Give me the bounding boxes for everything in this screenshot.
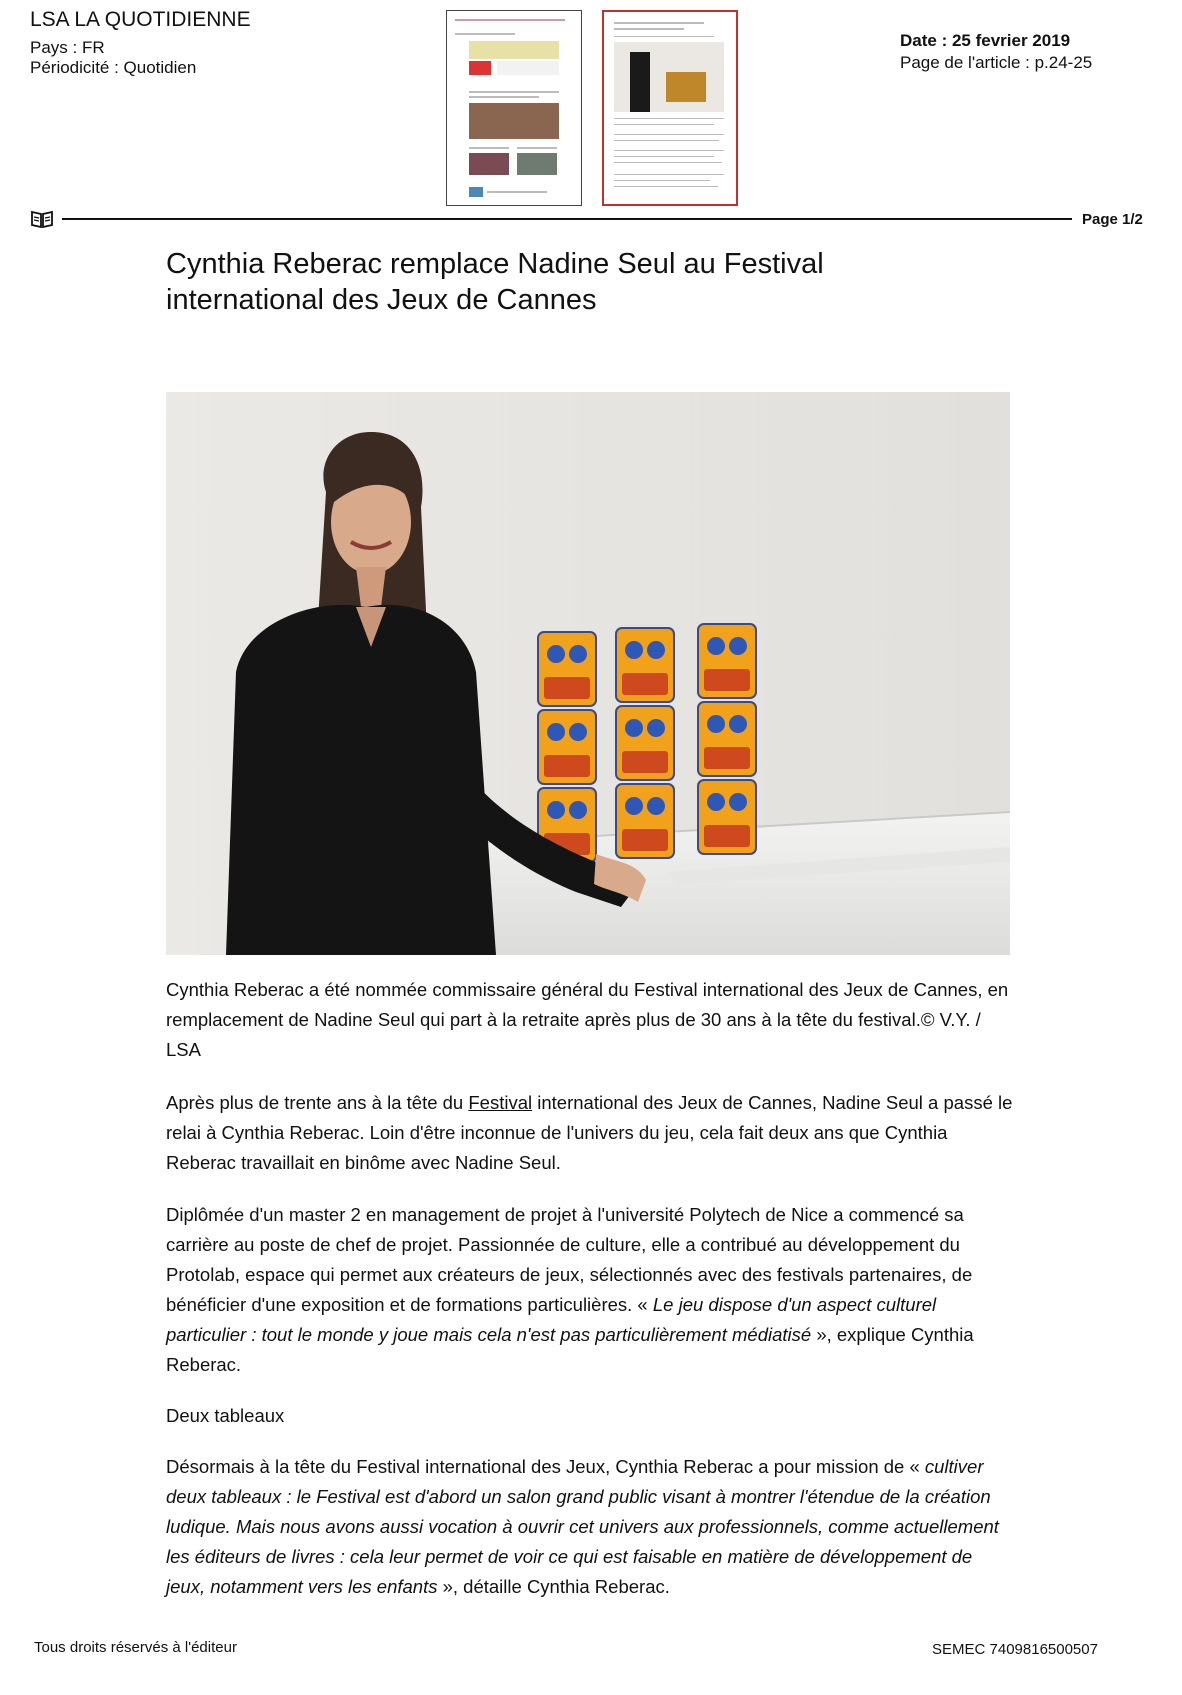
book-icon bbox=[30, 209, 54, 229]
paragraph-2-text: Diplômée d'un master 2 en management de projet à l'université Polytech de Nice a commencé sa carrière au poste de chef de projet. Passionnée de culture, elle a contribué au développement du Protolab, espace qui permet aux créateurs de jeux, sélectionnés avec des festivals partenaires, de bénéficier d'une exposition et de formations particulières. « bbox=[166, 1204, 973, 1315]
article-headline: Cynthia Reberac remplace Nadine Seul au Festival international des Jeux de Cannes bbox=[166, 248, 824, 316]
document-reference: SEMEC 7409816500507 bbox=[932, 1641, 1098, 1658]
paragraph-3-quote: cultiver deux tableaux : le Festival est d'abord un salon grand public visant à montrer l'étendue de la création ludique. Mais nous avons aussi vocation à ouvrir cet univers aux professionnels, comme actuellement les éditeurs de livres : cela leur permet de voir ce qui est faisable en matière de développement de jeux, notamment vers les enfants bbox=[166, 1456, 999, 1597]
paragraph-3 bbox=[166, 1452, 1016, 1602]
paragraph-3-attribution: », détaille Cynthia Reberac. bbox=[437, 1576, 670, 1597]
header-rule bbox=[62, 218, 1072, 220]
paragraph-1 bbox=[166, 1088, 1016, 1178]
paragraph-2-quote: Le jeu dispose d'un aspect culturel particulier : tout le monde y joue mais cela n'est pas particulièrement médiatisé bbox=[166, 1294, 937, 1345]
article-date: Date : 25 fevrier 2019 bbox=[900, 31, 1071, 50]
page-indicator: Page 1/2 bbox=[1082, 211, 1143, 228]
paragraph-2 bbox=[166, 1200, 1016, 1380]
festival-link[interactable]: Festival bbox=[468, 1092, 533, 1113]
rights-notice: Tous droits réservés à l'éditeur bbox=[34, 1639, 237, 1656]
photo-caption: Cynthia Reberac a été nommée commissaire général du Festival international des Jeux de Cannes, en remplacement de Nadine Seul qui part à la retraite après plus de 30 ans à la tête du festival.© V.Y. / LSA bbox=[166, 979, 1009, 1060]
publication-name: LSA LA QUOTIDIENNE bbox=[30, 8, 251, 31]
article-photo bbox=[166, 392, 1010, 955]
paragraph-1-text-end: international des Jeux de Cannes, Nadine Seul a passé le relai à Cynthia Reberac. Loin d'être inconnue de l'univers du jeu, cela fait deux ans que Cynthia Reberac travaillait en binôme avec Nadine Seul. bbox=[166, 1092, 1013, 1173]
periodicity-label: Périodicité : Quotidien bbox=[30, 58, 197, 77]
page-thumbnail-2[interactable] bbox=[602, 10, 738, 206]
page-thumbnail-1[interactable] bbox=[446, 10, 582, 206]
section-subheading: Deux tableaux bbox=[166, 1405, 285, 1426]
paragraph-1-text-start: Après plus de trente ans à la tête du bbox=[166, 1092, 469, 1113]
date-block bbox=[900, 30, 1092, 74]
country-label: Pays : FR bbox=[30, 38, 105, 57]
article-pages: Page de l'article : p.24-25 bbox=[900, 53, 1093, 72]
paragraph-3-text: Désormais à la tête du Festival international des Jeux, Cynthia Reberac a pour mission de « bbox=[166, 1456, 925, 1477]
paragraph-2-attribution: », explique Cynthia Reberac. bbox=[166, 1324, 974, 1375]
